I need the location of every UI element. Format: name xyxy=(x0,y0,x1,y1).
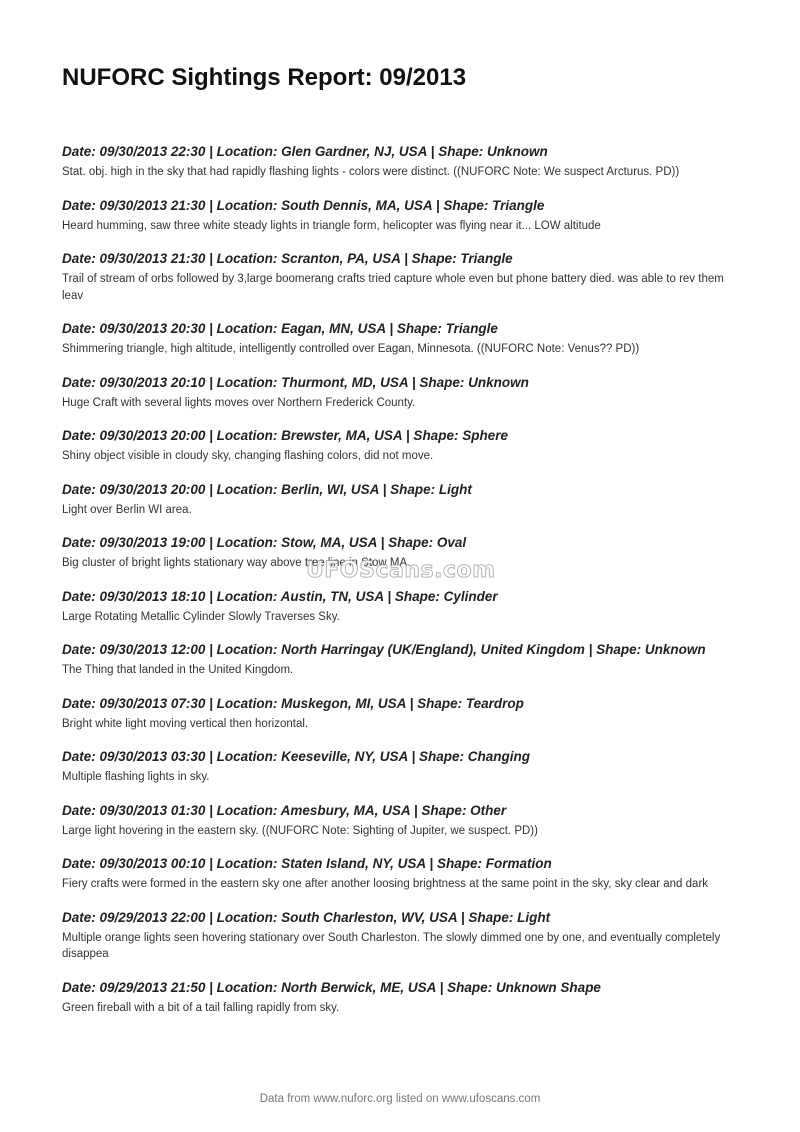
sighting-header: Date: 09/30/2013 01:30 | Location: Amesbury, MA, USA | Shape: Other xyxy=(62,802,507,818)
sighting-header: Date: 09/29/2013 22:00 | Location: South Charleston, WV, USA | Shape: Light xyxy=(62,909,551,925)
sighting-description: Light over Berlin WI area. xyxy=(62,503,192,516)
sighting-header: Date: 09/30/2013 21:30 | Location: South Dennis, MA, USA | Shape: Triangle xyxy=(62,197,545,213)
sighting-entry xyxy=(62,320,738,358)
sighting-description: Bright white light moving vertical then horizontal. xyxy=(62,717,309,730)
sighting-entry xyxy=(62,641,738,679)
sighting-description: Green fireball with a bit of a tail falling rapidly from sky. xyxy=(62,1001,340,1014)
sighting-header: Date: 09/29/2013 21:50 | Location: North Berwick, ME, USA | Shape: Unknown Shape xyxy=(62,979,601,995)
sighting-entry xyxy=(62,250,738,304)
sightings-list xyxy=(62,143,738,1032)
sighting-description: Large Rotating Metallic Cylinder Slowly Traverses Sky. xyxy=(62,610,340,623)
sighting-entry xyxy=(62,534,738,572)
sighting-description: Stat. obj. high in the sky that had rapidly flashing lights - colors were distinct. ((NUFORC Note: We suspect Arcturus. PD)) xyxy=(62,166,680,178)
sighting-description: Fiery crafts were formed in the eastern sky one after another loosing brightness at the same point in the sky, sky clear and dark xyxy=(62,878,709,890)
sighting-description: Big cluster of bright lights stationary way above tree line in Stow MA. xyxy=(62,557,411,569)
footer-source-text: Data from www.nuforc.org listed on www.ufoscans.com xyxy=(259,1093,541,1105)
sighting-header: Date: 09/30/2013 20:10 | Location: Thurmont, MD, USA | Shape: Unknown xyxy=(62,374,529,390)
sighting-entry xyxy=(62,695,738,733)
sighting-header: Date: 09/30/2013 03:30 | Location: Keeseville, NY, USA | Shape: Changing xyxy=(62,749,530,764)
sighting-header: Date: 09/30/2013 21:30 | Location: Scranton, PA, USA | Shape: Triangle xyxy=(62,251,513,266)
sighting-entry xyxy=(62,588,738,626)
sighting-entry xyxy=(62,979,738,1017)
sighting-description: Huge Craft with several lights moves over Northern Frederick County. xyxy=(62,396,416,409)
sighting-entry xyxy=(62,197,738,235)
page-title: NUFORC Sightings Report: 09/2013 xyxy=(62,64,467,91)
sighting-entry xyxy=(62,481,738,519)
watermark: UFOScans.com xyxy=(306,558,496,583)
sighting-entry xyxy=(62,143,738,181)
sighting-entry xyxy=(62,374,738,412)
sighting-header: Date: 09/30/2013 07:30 | Location: Muskegon, MI, USA | Shape: Teardrop xyxy=(62,695,524,711)
sighting-header: Date: 09/30/2013 22:30 | Location: Glen Gardner, NJ, USA | Shape: Unknown xyxy=(62,144,548,159)
sighting-entry xyxy=(62,748,738,786)
sighting-description: Shimmering triangle, high altitude, intelligently controlled over Eagan, Minnesota. ((NUFORC Note: Venus?? PD)) xyxy=(62,343,640,355)
sighting-header: Date: 09/30/2013 00:10 | Location: Staten Island, NY, USA | Shape: Formation xyxy=(62,856,552,871)
sighting-entry xyxy=(62,855,738,893)
sighting-description: Trail of stream of orbs followed by 3,large boomerang crafts tried capture whole even but phone battery died. was able to rev them leav xyxy=(62,273,724,302)
sighting-description: Large light hovering in the eastern sky. ((NUFORC Note: Sighting of Jupiter, we suspect. PD)) xyxy=(62,824,538,837)
sighting-entry xyxy=(62,427,738,465)
sighting-header: Date: 09/30/2013 20:00 | Location: Berlin, WI, USA | Shape: Light xyxy=(62,481,472,497)
sighting-description: Multiple flashing lights in sky. xyxy=(62,771,210,783)
sighting-entry xyxy=(62,909,738,963)
sighting-description: Heard humming, saw three white steady lights in triangle form, helicopter was flying near it... LOW altitude xyxy=(62,219,601,232)
sighting-header: Date: 09/30/2013 19:00 | Location: Stow, MA, USA | Shape: Oval xyxy=(62,535,467,550)
sighting-header: Date: 09/30/2013 20:00 | Location: Brewster, MA, USA | Shape: Sphere xyxy=(62,428,508,443)
sighting-header: Date: 09/30/2013 18:10 | Location: Austin, TN, USA | Shape: Cylinder xyxy=(62,588,498,604)
sighting-header: Date: 09/30/2013 20:30 | Location: Eagan, MN, USA | Shape: Triangle xyxy=(62,321,498,336)
sighting-header: Date: 09/30/2013 12:00 | Location: North Harringay (UK/England), United Kingdom | Shape: Unknown xyxy=(62,642,706,657)
sighting-description: Shiny object visible in cloudy sky, changing flashing colors, did not move. xyxy=(62,450,434,462)
sighting-description: The Thing that landed in the United Kingdom. xyxy=(62,664,294,676)
sighting-description: Multiple orange lights seen hovering stationary over South Charleston. The slowly dimmed one by one, and eventually completely disappea xyxy=(62,931,721,960)
sighting-entry xyxy=(62,802,738,840)
